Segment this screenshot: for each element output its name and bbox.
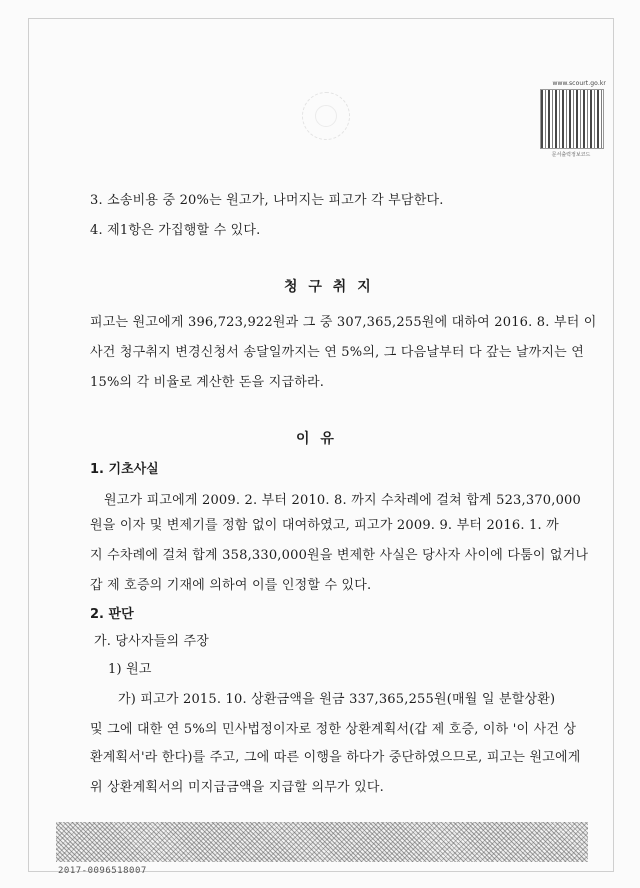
section-2-title: 2. 판단 [90,607,134,622]
court-seal-watermark [302,92,350,140]
claim-line-3: 15%의 각 비율로 계산한 돈을 지급하라. [90,375,325,390]
order-item-3: 3. 소송비용 중 20%는 원고가, 나머지는 피고가 각 부담한다. [90,193,444,208]
claim-heading: 청 구 취 지 [284,279,374,295]
document-number: 2017-0096518007 [58,866,147,876]
claim-line-2: 사건 청구취지 변경신청서 송달일까지는 연 5%의, 그 다음날부터 다 갚는 날까지는 연 [90,345,585,360]
footer-security-pattern [56,822,588,862]
section-1-line-2: 원을 이자 및 변제기를 정함 없이 대여하였고, 피고가 2009. 9. 부터 2016. 1. 까 [90,518,559,533]
qr-url: www.scourt.go.kr [552,80,606,87]
section-2-line-2: 및 그에 대한 연 5%의 민사법정이자로 정한 상환계획서(갑 제 호증, 이하 '이 사건 상 [90,722,577,737]
qr-caption: 문서출력정보코드 [551,152,591,158]
qr-code-icon [540,89,604,149]
claim-line-1: 피고는 원고에게 396,723,922원과 그 중 307,365,255원에 대하여 2016. 8. 부터 이 [90,315,597,330]
section-2-sub-1: 1) 원고 [108,662,152,677]
section-1-line-3: 지 수차례에 걸쳐 합계 358,330,000원을 변제한 사실은 당사자 사이에 다툼이 없거나 [90,548,589,563]
section-1-line-1: 원고가 피고에게 2009. 2. 부터 2010. 8. 까지 수차례에 걸쳐 합계 523,370,000 [104,493,582,508]
section-2-line-3: 환계획서'라 한다)를 주고, 그에 따른 이행을 하다가 중단하였으므로, 피고는 원고에게 [90,750,581,765]
qr-code-block [536,80,606,158]
section-2-sub-a: 가. 당사자들의 주장 [94,634,210,649]
order-item-4: 4. 제1항은 가집행할 수 있다. [90,223,261,238]
reasons-heading: 이 유 [296,431,337,447]
section-2-line-1: 가) 피고가 2015. 10. 상환금액을 원금 337,365,255원(매월 일 분할상환) [118,692,556,707]
section-1-line-4: 갑 제 호증의 기재에 의하여 이를 인정할 수 있다. [90,578,372,593]
section-1-title: 1. 기초사실 [90,462,159,477]
section-2-line-4: 위 상환계획서의 미지급금액을 지급할 의무가 있다. [90,780,384,795]
